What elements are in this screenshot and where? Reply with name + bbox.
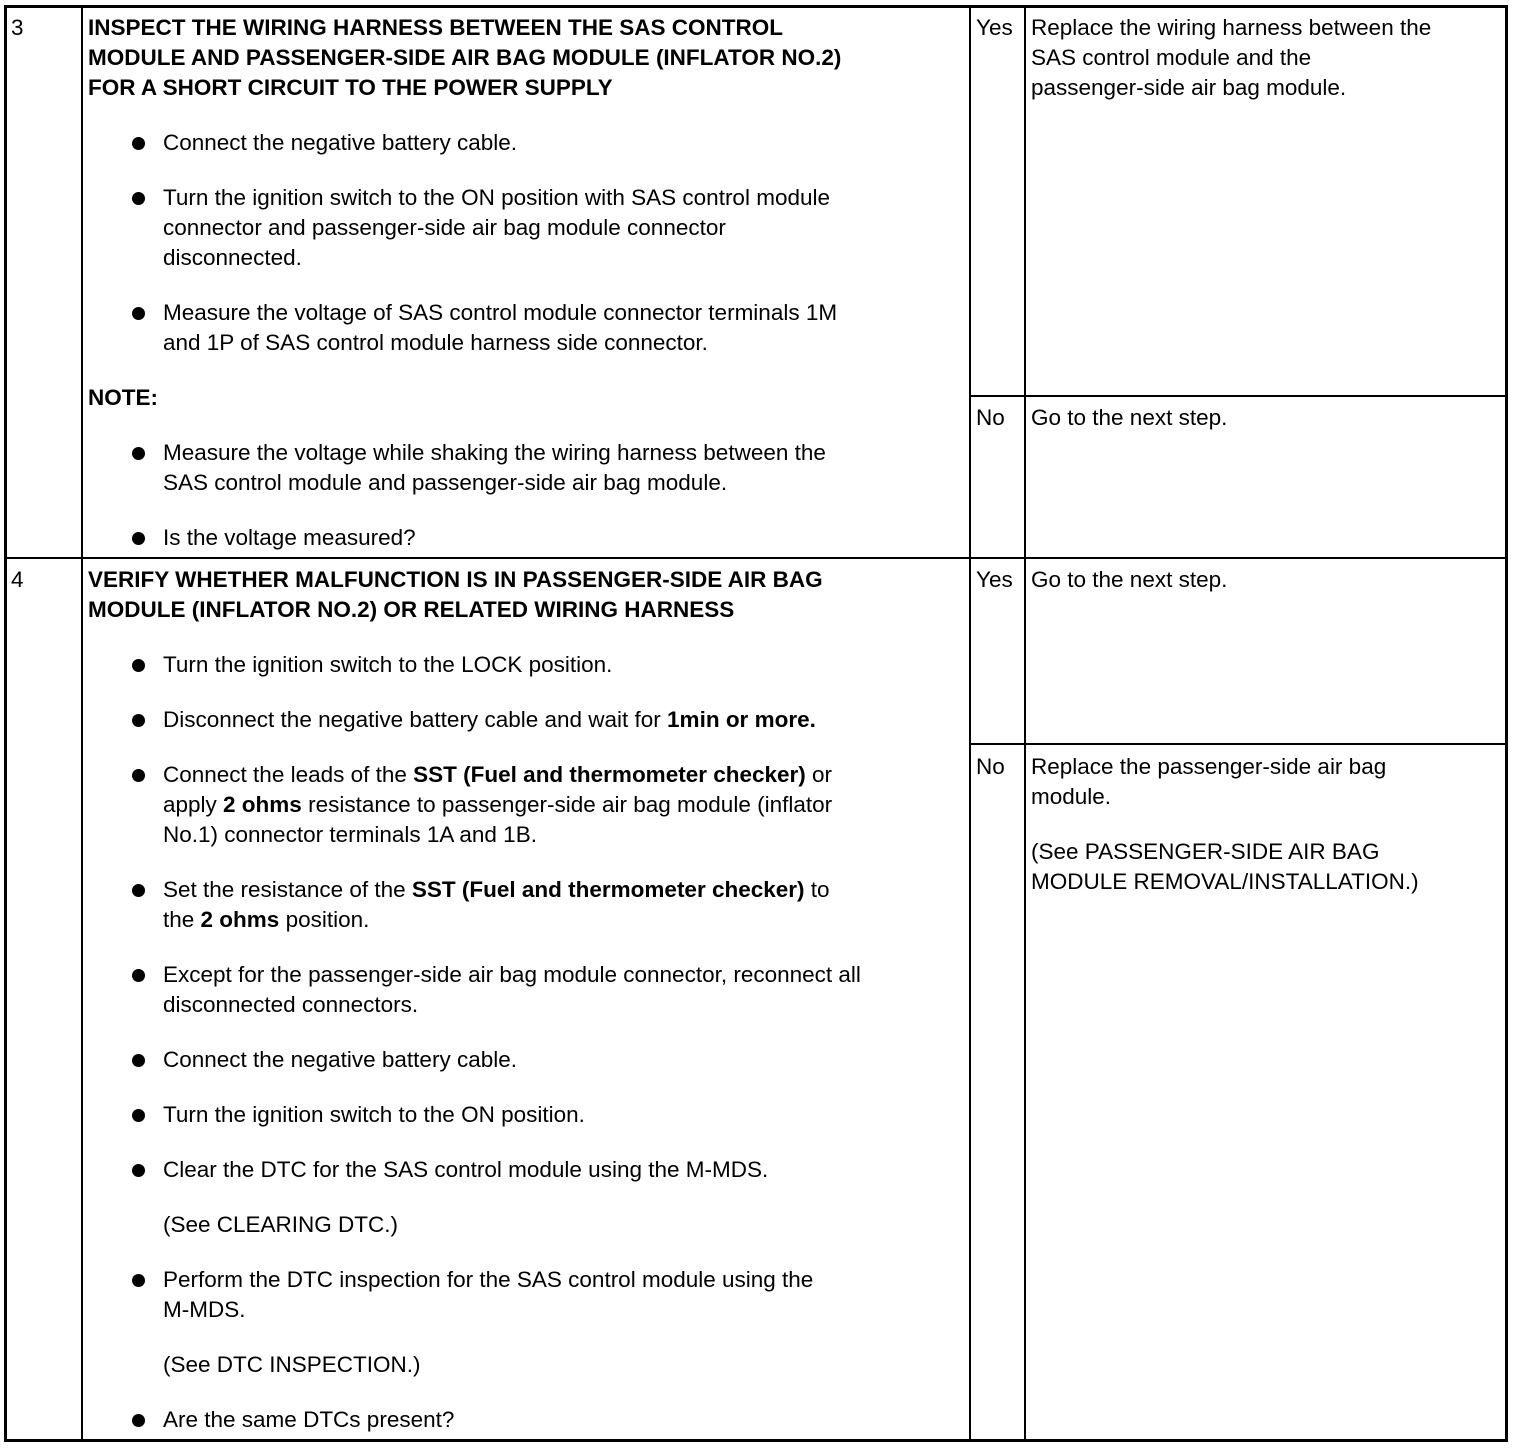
step-number: 4 <box>11 567 24 592</box>
yes-label: Yes <box>976 15 1013 40</box>
list-item: Turn the ignition switch to the ON position. <box>163 1102 585 1127</box>
row-divider-step4-yes-no <box>969 743 1506 745</box>
bullet-icon <box>132 447 145 460</box>
list-item: Turn the ignition switch to the ON position with SAS control module <box>163 185 830 210</box>
bullet-icon <box>132 969 145 982</box>
list-item: Set the resistance of the SST (Fuel and thermometer checker) to <box>163 877 830 902</box>
reference-link[interactable]: MODULE REMOVAL/INSTALLATION.) <box>1031 869 1419 894</box>
bullet-icon <box>132 884 145 897</box>
reference-link[interactable]: (See CLEARING DTC.) <box>163 1212 399 1237</box>
no-action: Go to the next step. <box>1031 405 1228 430</box>
col-divider-result <box>1024 6 1026 1441</box>
bullet-icon <box>132 1109 145 1122</box>
step-number: 3 <box>11 15 24 40</box>
no-label: No <box>976 754 1005 779</box>
list-item: M-MDS. <box>163 1297 246 1322</box>
list-item: Measure the voltage of SAS control module connector terminals 1M <box>163 300 838 325</box>
step-title-line: VERIFY WHETHER MALFUNCTION IS IN PASSENGER-SIDE AIR BAG <box>88 567 823 592</box>
row-divider-step3-yes-no <box>969 395 1506 397</box>
list-item: disconnected. <box>163 245 302 270</box>
bullet-icon <box>132 1274 145 1287</box>
yes-action: SAS control module and the <box>1031 45 1312 70</box>
list-item: Perform the DTC inspection for the SAS control module using the <box>163 1267 814 1292</box>
list-item: the 2 ohms position. <box>163 907 370 932</box>
step-title-line: INSPECT THE WIRING HARNESS BETWEEN THE SAS CONTROL <box>88 15 784 40</box>
no-action: Replace the passenger-side air bag <box>1031 754 1387 779</box>
note-label: NOTE: <box>88 385 158 410</box>
reference-link[interactable]: (See PASSENGER-SIDE AIR BAG <box>1031 839 1380 864</box>
yes-label: Yes <box>976 567 1013 592</box>
list-item: Turn the ignition switch to the LOCK position. <box>163 652 613 677</box>
list-item: Connect the negative battery cable. <box>163 1047 517 1072</box>
no-label: No <box>976 405 1005 430</box>
col-divider-number <box>81 6 83 1441</box>
bullet-icon <box>132 714 145 727</box>
bullet-icon <box>132 1054 145 1067</box>
yes-action: Replace the wiring harness between the <box>1031 15 1432 40</box>
bullet-icon <box>132 137 145 150</box>
bullet-icon <box>132 769 145 782</box>
reference-link[interactable]: (See DTC INSPECTION.) <box>163 1352 421 1377</box>
step-title-line: FOR A SHORT CIRCUIT TO THE POWER SUPPLY <box>88 75 613 100</box>
bullet-icon <box>132 532 145 545</box>
list-item: disconnected connectors. <box>163 992 419 1017</box>
step-title-line: MODULE AND PASSENGER-SIDE AIR BAG MODULE (INFLATOR NO.2) <box>88 45 842 70</box>
bullet-icon <box>132 1164 145 1177</box>
no-action: module. <box>1031 784 1112 809</box>
list-item: SAS control module and passenger-side air bag module. <box>163 470 728 495</box>
list-item: connector and passenger-side air bag module connector <box>163 215 726 240</box>
list-item: Disconnect the negative battery cable and wait for 1min or more. <box>163 707 816 732</box>
list-item: Measure the voltage while shaking the wiring harness between the <box>163 440 826 465</box>
list-item: Is the voltage measured? <box>163 525 416 550</box>
list-item: and 1P of SAS control module harness side connector. <box>163 330 708 355</box>
list-item: Connect the leads of the SST (Fuel and thermometer checker) or <box>163 762 833 787</box>
bullet-icon <box>132 659 145 672</box>
list-item: apply 2 ohms resistance to passenger-side air bag module (inflator <box>163 792 833 817</box>
bullet-icon <box>132 192 145 205</box>
list-item: Connect the negative battery cable. <box>163 130 517 155</box>
list-item: Except for the passenger-side air bag module connector, reconnect all <box>163 962 861 987</box>
list-item: Are the same DTCs present? <box>163 1407 455 1432</box>
bullet-icon <box>132 307 145 320</box>
yes-action: Go to the next step. <box>1031 567 1228 592</box>
list-item: No.1) connector terminals 1A and 1B. <box>163 822 537 847</box>
list-item: Clear the DTC for the SAS control module using the M-MDS. <box>163 1157 769 1182</box>
col-divider-content <box>969 6 971 1441</box>
yes-action: passenger-side air bag module. <box>1031 75 1347 100</box>
step-title-line: MODULE (INFLATOR NO.2) OR RELATED WIRING HARNESS <box>88 597 735 622</box>
row-divider-step-3-4 <box>6 557 1506 559</box>
bullet-icon <box>132 1414 145 1427</box>
